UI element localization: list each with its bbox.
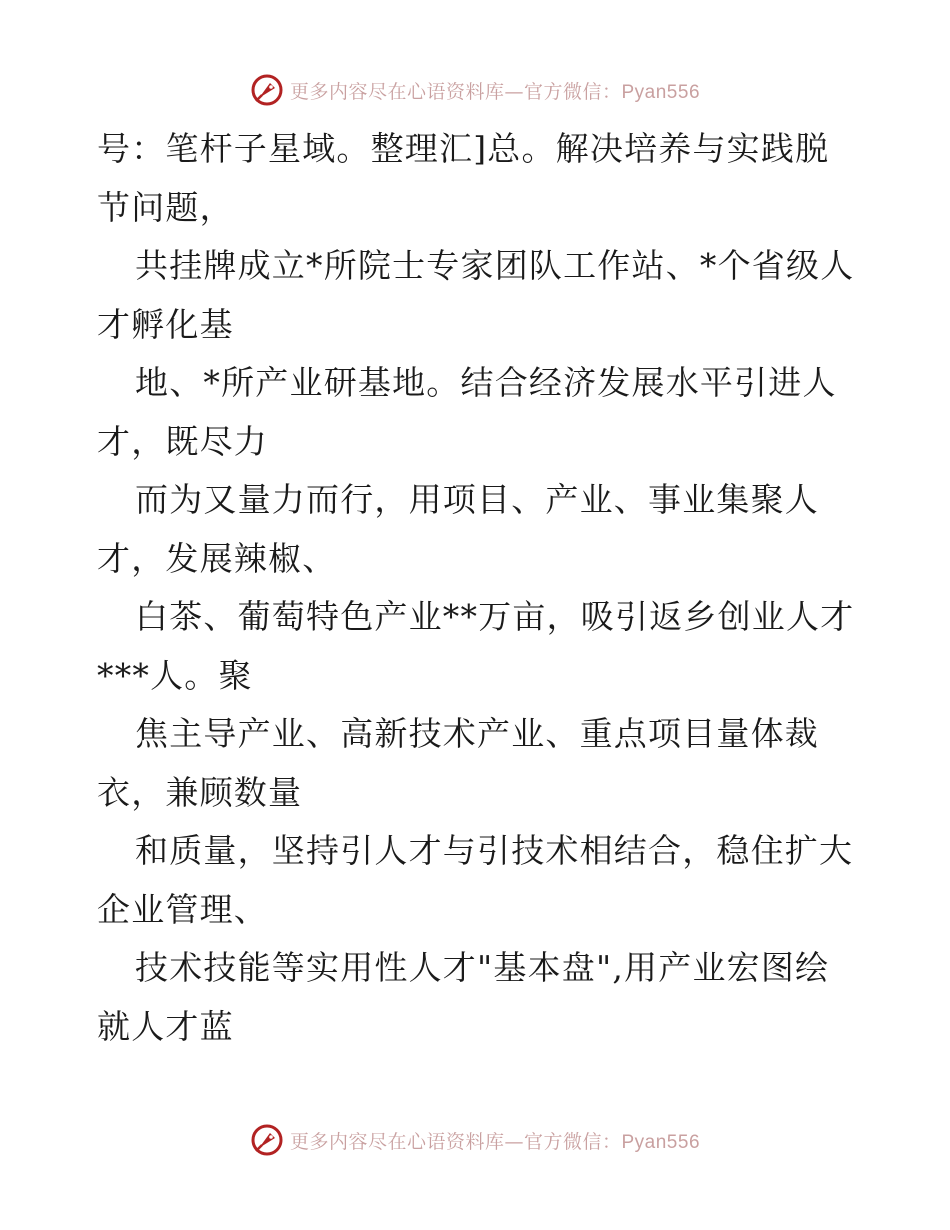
body-line: 和质量，坚持引人才与引技术相结合，稳住扩大 <box>135 831 854 870</box>
body-line: 才，既尽力 <box>97 421 268 461</box>
document-body <box>97 120 887 1056</box>
body-line: 共挂牌成立*所院士专家团队工作站、*个省级人 <box>135 246 855 285</box>
body-line: ***人。聚 <box>97 655 253 695</box>
body-line: 而为又量力而行，用项目、产业、事业集聚人 <box>135 480 819 519</box>
body-line: 就人才蓝 <box>97 1006 234 1046</box>
body-line: 技术技能等实用性人才"基本盘",用产业宏图绘 <box>135 948 830 987</box>
body-line: 节问题， <box>97 187 234 227</box>
body-line: 才，发展辣椒、 <box>97 538 337 578</box>
footer-wechat-id: Pyan556 <box>621 1131 701 1153</box>
header-banner-text <box>290 77 700 104</box>
body-line: 焦主导产业、高新技术产业、重点项目量体裁 <box>135 714 819 753</box>
body-line: 衣，兼顾数量 <box>97 772 303 812</box>
pen-nib-logo-icon <box>250 73 284 107</box>
body-line: 号：笔杆子星域。整理汇]总。解决培养与实践脱 <box>97 129 830 168</box>
footer-banner-label: 更多内容尽在心语资料库—官方微信： <box>289 1130 622 1153</box>
footer-banner-inner <box>250 1123 700 1157</box>
pen-nib-logo-icon <box>250 1123 284 1157</box>
header-banner-inner <box>250 73 700 107</box>
header-wechat-id: Pyan556 <box>621 81 701 103</box>
header-banner <box>0 70 950 110</box>
body-line: 地、*所产业研基地。结合经济发展水平引进人 <box>135 363 837 402</box>
body-line: 才孵化基 <box>97 304 234 344</box>
body-line: 白茶、葡萄特色产业**万亩，吸引返乡创业人才 <box>135 597 855 636</box>
header-banner-label: 更多内容尽在心语资料库—官方微信： <box>289 80 622 103</box>
body-line: 企业管理、 <box>97 889 268 929</box>
footer-banner-text <box>290 1127 700 1154</box>
footer-banner <box>0 1120 950 1160</box>
